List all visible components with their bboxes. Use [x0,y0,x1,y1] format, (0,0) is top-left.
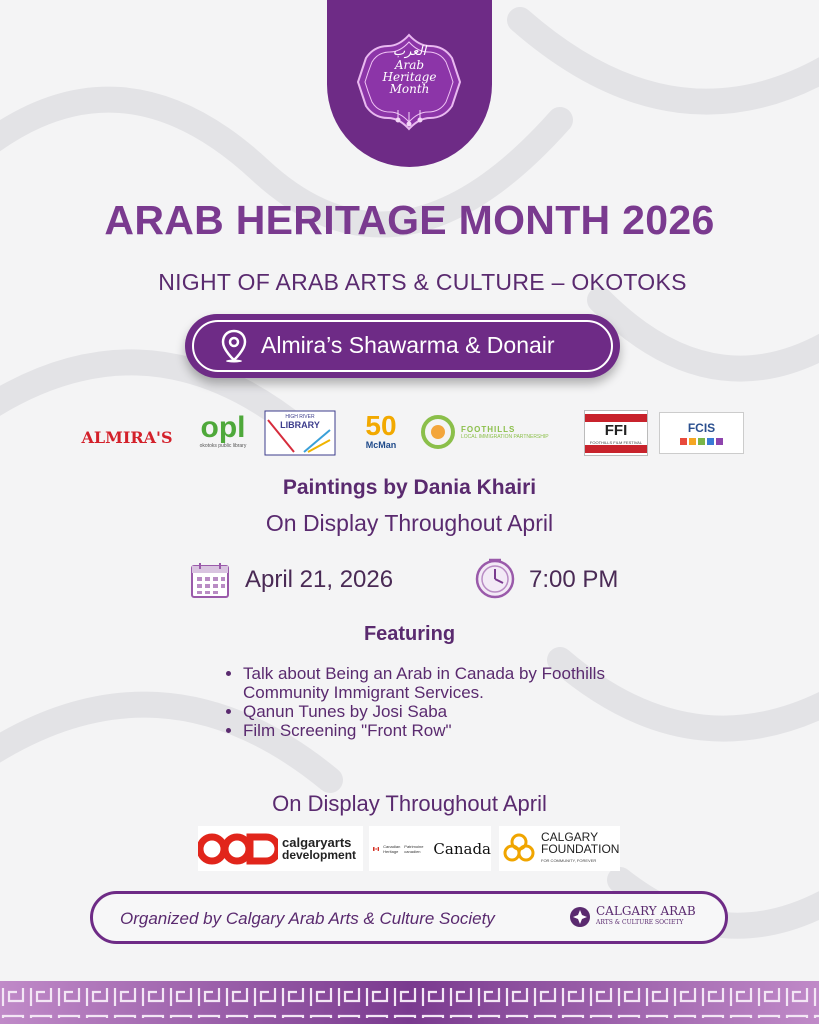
ffi-logo: FFI FOOTHILLS FILM FESTIVAL [584,410,648,456]
list-item: • Film Screening "Front Row" [243,721,663,740]
fcis-logo: FCIS [659,412,744,454]
organized-by-text: Organized by Calgary Arab Arts & Culture Society [120,909,495,928]
badge-text [356,46,463,95]
paintings-note: On Display Throughout April [265,510,554,536]
location-pin-icon [221,329,247,363]
foothills-lip-logo: FOOTHILLS LOCAL IMMIGRATION PARTNERSHIP [421,414,571,450]
caacs-emblem-icon [568,905,592,929]
decorative-border [0,981,819,1024]
featuring-heading: Featuring [363,623,456,645]
foothills-flower-icon [421,415,455,449]
opl-logo: opl okotoks public library [199,411,247,449]
list-item: • Qanun Tunes by Josi Saba [243,702,663,721]
cad-circles-icon [198,833,278,865]
page-subtitle: NIGHT OF ARAB ARTS & CULTURE – OKOTOKS [158,269,687,295]
foundation-knot-icon [502,833,538,865]
venue-pill [185,314,620,378]
canadian-heritage-logo: Canadian Heritage Patrimoine canadien Canada [369,826,491,871]
organizer-footer [90,891,728,944]
event-time: 7:00 PM [529,566,619,593]
clock-icon [473,557,517,601]
caacs-logo: CALGARY ARAB ARTS & CULTURE SOCIETY [568,905,696,929]
canada-flag-icon [373,844,379,854]
high-river-library-logo: HIGH RIVER LIBRARY [264,410,336,456]
calendar-icon [190,561,230,599]
badge-line2: Heritage [382,70,437,84]
badge-line1: Arab [394,58,425,72]
list-item: • Talk about Being an Arab in Canada by Foothills Community Immigrant Services. [243,664,663,702]
calgary-arts-development-logo: calgaryarts development [198,826,363,871]
display-note: On Display Throughout April [272,791,547,816]
event-date: April 21, 2026 [245,566,394,593]
calgary-foundation-logo: CALGARY FOUNDATION FOR COMMUNITY, FOREVER [499,826,620,871]
venue-label: Almira’s Shawarma & Donair [261,332,555,358]
badge-line3: Month [389,82,430,96]
page-title: ARAB HERITAGE MONTH 2026 [104,197,715,243]
featuring-list [225,664,663,740]
almiras-logo: ALMIRA'S [81,427,173,447]
mcman-50-logo: 50 McMan [365,410,397,450]
paintings-title: Paintings by Dania Khairi [282,476,537,499]
badge-arabic: العرب [392,44,427,59]
